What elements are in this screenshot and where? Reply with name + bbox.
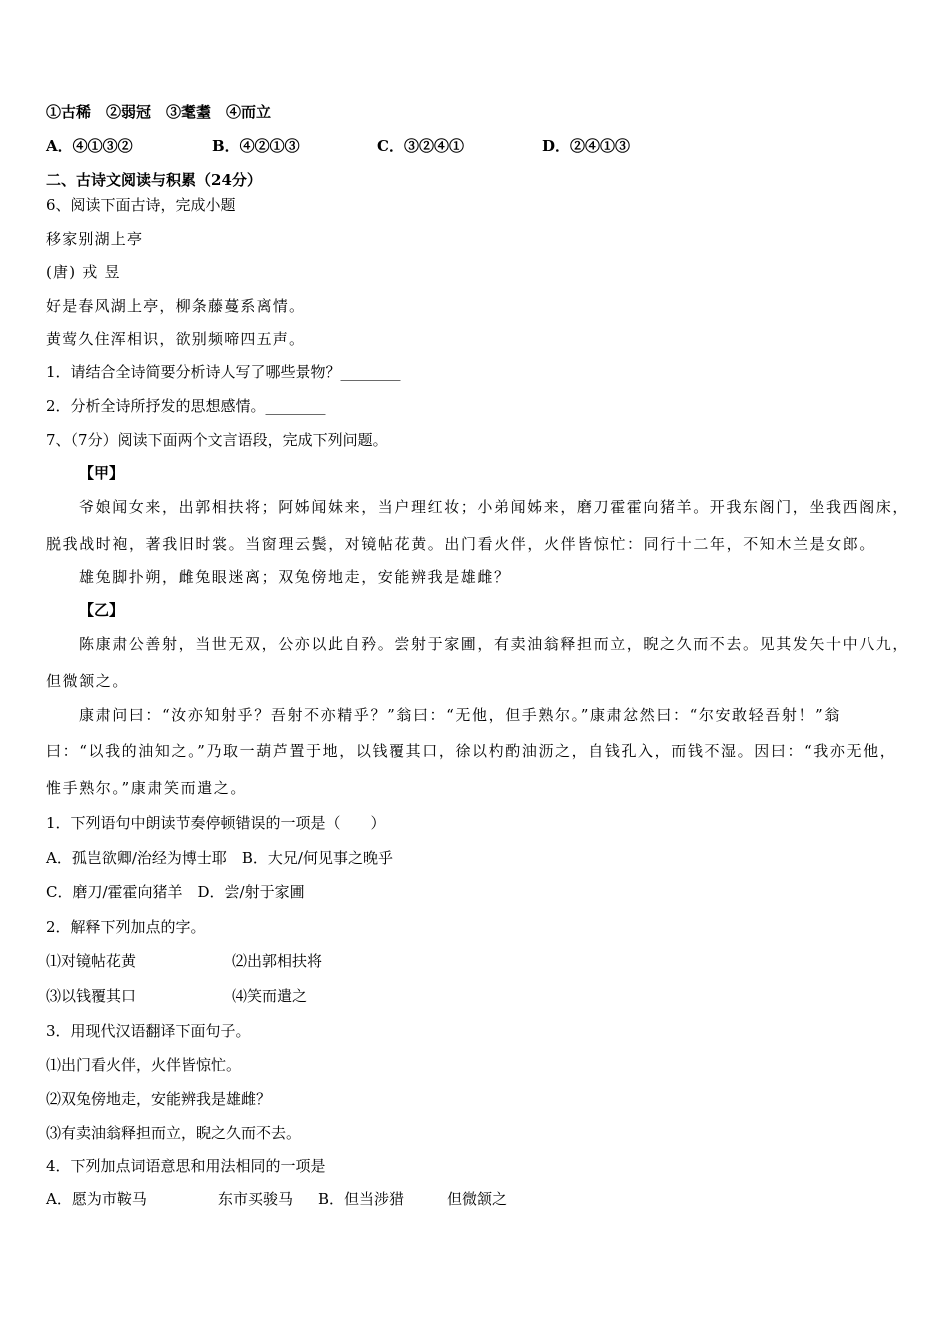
q7-s3-item: ⑶有卖油翁释担而立，睨之久而不去。 [46,1124,302,1142]
passage-text: 但微颔之。 [46,672,130,690]
q7-subquestion-3: 3．用现代汉语翻译下面句子。 [46,1022,251,1040]
q7-s2-item: ⑴对镜帖花黄 [46,952,137,970]
q7-prompt: 7、（7分）阅读下面两个文言语段，完成下列问题。 [46,431,388,449]
q5-items: ①古稀 ②弱冠 ③耄耋 ④而立 [46,103,272,121]
passage-text: 脱我战时袍，著我旧时裳。当窗理云鬓，对镜帖花黄。出门看火伴，火伴皆惊忙：同行十二年，不知木兰是女郎。 [46,535,877,553]
q5-option-b: B．④②①③ [212,137,300,155]
q6-prompt: 6、阅读下面古诗，完成小题 [46,196,236,214]
q7-subquestion-1: 1．下列语句中朗读节奏停顿错误的一项是（ ） [46,814,386,832]
q5-option-c: C．③②④① [377,137,464,155]
passage-text: 曰：“以我的油知之。”乃取一葫芦置于地，以钱覆其口，徐以杓酌油沥之，自钱孔入，而钱不湿。因曰：“我亦无他， [46,742,897,760]
poem-line: 好是春风湖上亭，柳条藤蔓系离情。 [46,297,306,315]
q7-s2-item: ⑶以钱覆其口 [46,987,137,1005]
q7-s4-option-a-compare: 东市买骏马 [218,1190,294,1208]
q7-subquestion-2: 2．解释下列加点的字。 [46,918,206,936]
passage-label-jia: 【甲】 [79,464,125,482]
passage-text: 康肃问曰：“汝亦知射乎？吾射不亦精乎？”翁曰：“无他，但手熟尔。”康肃忿然曰：“尔安敢轻吾射！”翁 [79,706,841,724]
q7-s1-options-ab: A．孤岂欲卿/治经为博士耶 B．大兄/何见事之晚乎 [46,849,393,867]
q6-subquestion-1: 1．请结合全诗简要分析诗人写了哪些景物？________ [46,363,401,381]
q7-s2-item: ⑷笑而遣之 [232,987,308,1005]
poem-author: (唐) 戎 昱 [46,263,121,281]
q7-s2-item: ⑵出郭相扶将 [232,952,323,970]
q7-s4-option-b-compare: 但微颔之 [447,1190,508,1208]
q7-s3-item: ⑴出门看火伴，火伴皆惊忙。 [46,1056,242,1074]
passage-text: 雄兔脚扑朔，雌兔眼迷离；双兔傍地走，安能辨我是雄雌？ [79,568,511,586]
passage-label-yi: 【乙】 [79,601,125,619]
q7-s3-item: ⑵双兔傍地走，安能辨我是雄雌？ [46,1090,272,1108]
poem-title: 移家别湖上亭 [46,230,144,248]
q7-subquestion-4: 4．下列加点词语意思和用法相同的一项是 [46,1157,326,1175]
q7-s4-option-b: B．但当涉猎 [318,1190,405,1208]
q7-s1-options-cd: C．磨刀/霍霍向猪羊 D．尝/射于家圃 [46,883,305,901]
q7-s4-option-a: A．愿为市鞍马 [46,1190,147,1208]
passage-text: 陈康肃公善射，当世无双，公亦以此自矜。尝射于家圃，有卖油翁释担而立，睨之久而不去。见其发矢十中八九， [79,635,910,653]
q5-option-a: A．④①③② [46,137,133,155]
q5-option-d: D．②④①③ [542,137,631,155]
passage-text: 惟手熟尔。”康肃笑而遣之。 [46,779,247,797]
poem-line: 黄莺久住浑相识，欲别频啼四五声。 [46,330,306,348]
passage-text: 爷娘闻女来，出郭相扶将；阿姊闻妹来，当户理红妆；小弟闻姊来，磨刀霍霍向猪羊。开我东阁门，坐我西阁床， [79,498,910,516]
section-title: 二、古诗文阅读与积累（24分） [46,171,262,189]
q6-subquestion-2: 2．分析全诗所抒发的思想感情。________ [46,397,326,415]
